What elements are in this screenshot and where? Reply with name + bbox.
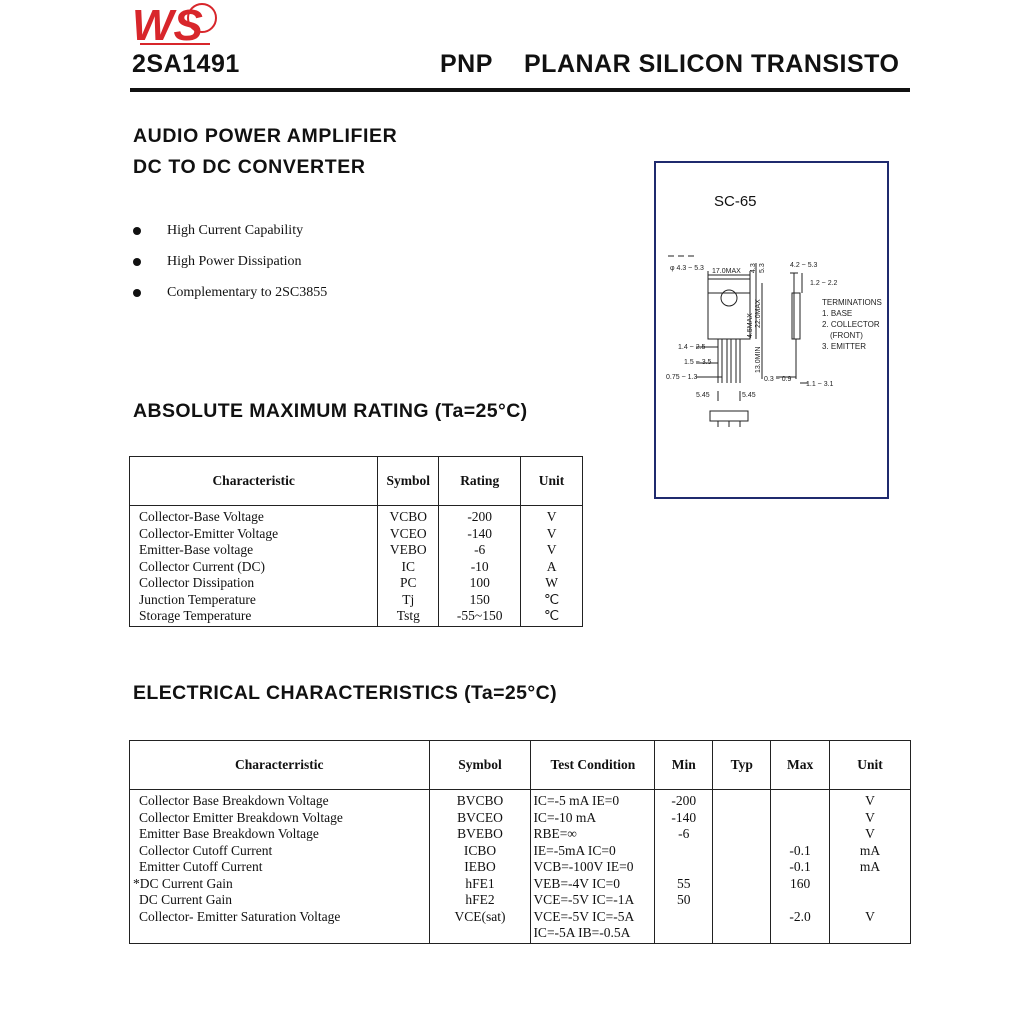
- typ-cell: [713, 909, 771, 926]
- rating-cell: -55~150: [439, 608, 521, 626]
- column-header: Characterristic: [130, 741, 430, 790]
- package-diagram: [654, 161, 889, 499]
- table-header-row: [130, 457, 583, 506]
- rating-cell: 100: [439, 575, 521, 592]
- dim-label: 13.0MIN: [755, 346, 762, 373]
- dim-label: 5.45: [696, 392, 710, 399]
- characteristic-cell: Emitter Base Breakdown Voltage: [130, 826, 430, 843]
- column-header: Test Condition: [531, 741, 655, 790]
- table-row: [130, 542, 583, 559]
- symbol-cell: hFE2: [429, 892, 531, 909]
- min-cell: -140: [655, 810, 713, 827]
- feature-item: Complementary to 2SC3855: [133, 285, 327, 301]
- dim-label: φ 4.3 ~ 5.3: [670, 265, 704, 272]
- symbol-cell: BVEBO: [429, 826, 531, 843]
- rating-cell: -10: [439, 559, 521, 576]
- symbol-cell: IEBO: [429, 859, 531, 876]
- characteristic-cell: [130, 925, 430, 943]
- table-row: [130, 810, 911, 827]
- header-divider: [130, 88, 910, 92]
- dim-label: 4.5MAX: [747, 313, 754, 338]
- column-header: Unit: [830, 741, 911, 790]
- table-row: [130, 526, 583, 543]
- max-cell: [771, 790, 830, 810]
- max-cell: [771, 892, 830, 909]
- dim-label: 1.1 ~ 3.1: [806, 381, 834, 388]
- terminations-heading: TERMINATIONS: [822, 298, 882, 307]
- dim-label: 1.4 ~ 2.5: [678, 344, 706, 351]
- termination-item: 3. EMITTER: [822, 342, 867, 351]
- unit-cell: [830, 892, 911, 909]
- application-2: DC TO DC CONVERTER: [133, 156, 366, 178]
- rating-cell: -200: [439, 506, 521, 526]
- typ-cell: [713, 892, 771, 909]
- min-cell: 50: [655, 892, 713, 909]
- table-row: [130, 909, 911, 926]
- table-row: [130, 826, 911, 843]
- test-condition-cell: VEB=-4V IC=0: [531, 876, 655, 893]
- ws-logo: [130, 0, 220, 48]
- symbol-cell: VCEO: [378, 526, 439, 543]
- feature-item: High Power Dissipation: [133, 254, 302, 270]
- dim-label: 0.75 ~ 1.3: [666, 374, 698, 381]
- electrical-title: ELECTRICAL CHARACTERISTICS (Ta=25°C): [133, 682, 557, 704]
- symbol-cell: ICBO: [429, 843, 531, 860]
- dim-label: 4.3: [750, 263, 757, 273]
- unit-cell: V: [830, 810, 911, 827]
- characteristic-cell: *DC Current Gain: [130, 876, 430, 893]
- rating-cell: -6: [439, 542, 521, 559]
- test-condition-cell: IC=-5A IB=-0.5A: [531, 925, 655, 943]
- table-row: [130, 843, 911, 860]
- characteristic-cell: Collector Emitter Breakdown Voltage: [130, 810, 430, 827]
- unit-cell: mA: [830, 859, 911, 876]
- rating-cell: -140: [439, 526, 521, 543]
- unit-cell: [830, 876, 911, 893]
- column-header: Unit: [521, 457, 583, 506]
- max-cell: [771, 810, 830, 827]
- unit-cell: ℃: [521, 592, 583, 609]
- characteristic-cell: Junction Temperature: [130, 592, 378, 609]
- characteristic-cell: Emitter Cutoff Current: [130, 859, 430, 876]
- test-condition-cell: VCE=-5V IC=-1A: [531, 892, 655, 909]
- feature-item: High Current Capability: [133, 223, 303, 239]
- characteristic-cell: Collector- Emitter Saturation Voltage: [130, 909, 430, 926]
- characteristic-cell: Collector Cutoff Current: [130, 843, 430, 860]
- column-header: Typ: [713, 741, 771, 790]
- symbol-cell: VCE(sat): [429, 909, 531, 926]
- dim-label: 5.45: [742, 392, 756, 399]
- bullet-icon: [133, 227, 141, 235]
- bullet-icon: [133, 289, 141, 297]
- table-row: [130, 892, 911, 909]
- max-cell: -0.1: [771, 859, 830, 876]
- symbol-cell: IC: [378, 559, 439, 576]
- characteristic-cell: Collector Dissipation: [130, 575, 378, 592]
- characteristic-cell: Storage Temperature: [130, 608, 378, 626]
- symbol-cell: Tstg: [378, 608, 439, 626]
- column-header: Rating: [439, 457, 521, 506]
- characteristic-cell: Collector-Emitter Voltage: [130, 526, 378, 543]
- characteristic-cell: Collector Current (DC): [130, 559, 378, 576]
- max-cell: 160: [771, 876, 830, 893]
- table-header-row: [130, 741, 911, 790]
- table-row: [130, 559, 583, 576]
- dim-label: 5.3: [759, 263, 766, 273]
- min-cell: [655, 909, 713, 926]
- column-header: Characteristic: [130, 457, 378, 506]
- symbol-cell: BVCEO: [429, 810, 531, 827]
- table-row: [130, 506, 583, 526]
- unit-cell: V: [521, 526, 583, 543]
- dim-label: 22.0MAX: [755, 299, 762, 328]
- symbol-cell: hFE1: [429, 876, 531, 893]
- characteristic-cell: Collector Base Breakdown Voltage: [130, 790, 430, 810]
- min-cell: [655, 843, 713, 860]
- logo-text: WS: [132, 1, 203, 48]
- abs-max-title: ABSOLUTE MAXIMUM RATING (Ta=25°C): [133, 400, 528, 422]
- typ-cell: [713, 843, 771, 860]
- electrical-table: [129, 740, 911, 944]
- unit-cell: A: [521, 559, 583, 576]
- test-condition-cell: VCB=-100V IE=0: [531, 859, 655, 876]
- symbol-cell: VCBO: [378, 506, 439, 526]
- typ-cell: [713, 790, 771, 810]
- unit-cell: W: [521, 575, 583, 592]
- abs-max-table: [129, 456, 583, 627]
- symbol-cell: BVCBO: [429, 790, 531, 810]
- rating-cell: 150: [439, 592, 521, 609]
- dim-label: 17.0MAX: [712, 268, 741, 275]
- max-cell: [771, 826, 830, 843]
- test-condition-cell: RBE=∞: [531, 826, 655, 843]
- symbol-cell: [429, 925, 531, 943]
- dim-label: 4.2 ~ 5.3: [790, 262, 818, 269]
- unit-cell: V: [521, 542, 583, 559]
- characteristic-cell: Emitter-Base voltage: [130, 542, 378, 559]
- max-cell: -0.1: [771, 843, 830, 860]
- dim-label: 0.3 ~ 0.9: [764, 376, 792, 383]
- bullet-icon: [133, 258, 141, 266]
- test-condition-cell: IC=-10 mA: [531, 810, 655, 827]
- min-cell: 55: [655, 876, 713, 893]
- max-cell: [771, 925, 830, 943]
- typ-cell: [713, 810, 771, 827]
- part-number: 2SA1491: [132, 50, 240, 78]
- symbol-cell: VEBO: [378, 542, 439, 559]
- termination-item: 1. BASE: [822, 309, 853, 318]
- table-row: [130, 925, 911, 943]
- table-row: [130, 859, 911, 876]
- document-title: PLANAR SILICON TRANSISTO: [524, 50, 900, 78]
- column-header: Min: [655, 741, 713, 790]
- column-header: Max: [771, 741, 830, 790]
- characteristic-cell: DC Current Gain: [130, 892, 430, 909]
- table-row: [130, 876, 911, 893]
- min-cell: [655, 859, 713, 876]
- min-cell: [655, 925, 713, 943]
- typ-cell: [713, 925, 771, 943]
- table-row: [130, 790, 911, 810]
- column-header: Symbol: [429, 741, 531, 790]
- typ-cell: [713, 876, 771, 893]
- test-condition-cell: IC=-5 mA IE=0: [531, 790, 655, 810]
- unit-cell: V: [830, 790, 911, 810]
- table-row: [130, 608, 583, 626]
- transistor-type: PNP: [440, 50, 493, 78]
- unit-cell: V: [521, 506, 583, 526]
- min-cell: -6: [655, 826, 713, 843]
- termination-item: 2. COLLECTOR: [822, 320, 880, 329]
- unit-cell: [830, 925, 911, 943]
- max-cell: -2.0: [771, 909, 830, 926]
- unit-cell: V: [830, 909, 911, 926]
- dim-label: 1.5 ~ 3.5: [684, 359, 712, 366]
- test-condition-cell: IE=-5mA IC=0: [531, 843, 655, 860]
- dim-label: 1.2 ~ 2.2: [810, 280, 838, 287]
- typ-cell: [713, 859, 771, 876]
- column-header: Symbol: [378, 457, 439, 506]
- table-row: [130, 575, 583, 592]
- symbol-cell: Tj: [378, 592, 439, 609]
- unit-cell: V: [830, 826, 911, 843]
- symbol-cell: PC: [378, 575, 439, 592]
- characteristic-cell: Collector-Base Voltage: [130, 506, 378, 526]
- termination-item: (FRONT): [830, 331, 863, 340]
- test-condition-cell: VCE=-5V IC=-5A: [531, 909, 655, 926]
- unit-cell: ℃: [521, 608, 583, 626]
- package-drawing: [656, 163, 891, 501]
- package-name: SC-65: [714, 193, 757, 210]
- application-1: AUDIO POWER AMPLIFIER: [133, 125, 398, 147]
- typ-cell: [713, 826, 771, 843]
- min-cell: -200: [655, 790, 713, 810]
- unit-cell: mA: [830, 843, 911, 860]
- table-row: [130, 592, 583, 609]
